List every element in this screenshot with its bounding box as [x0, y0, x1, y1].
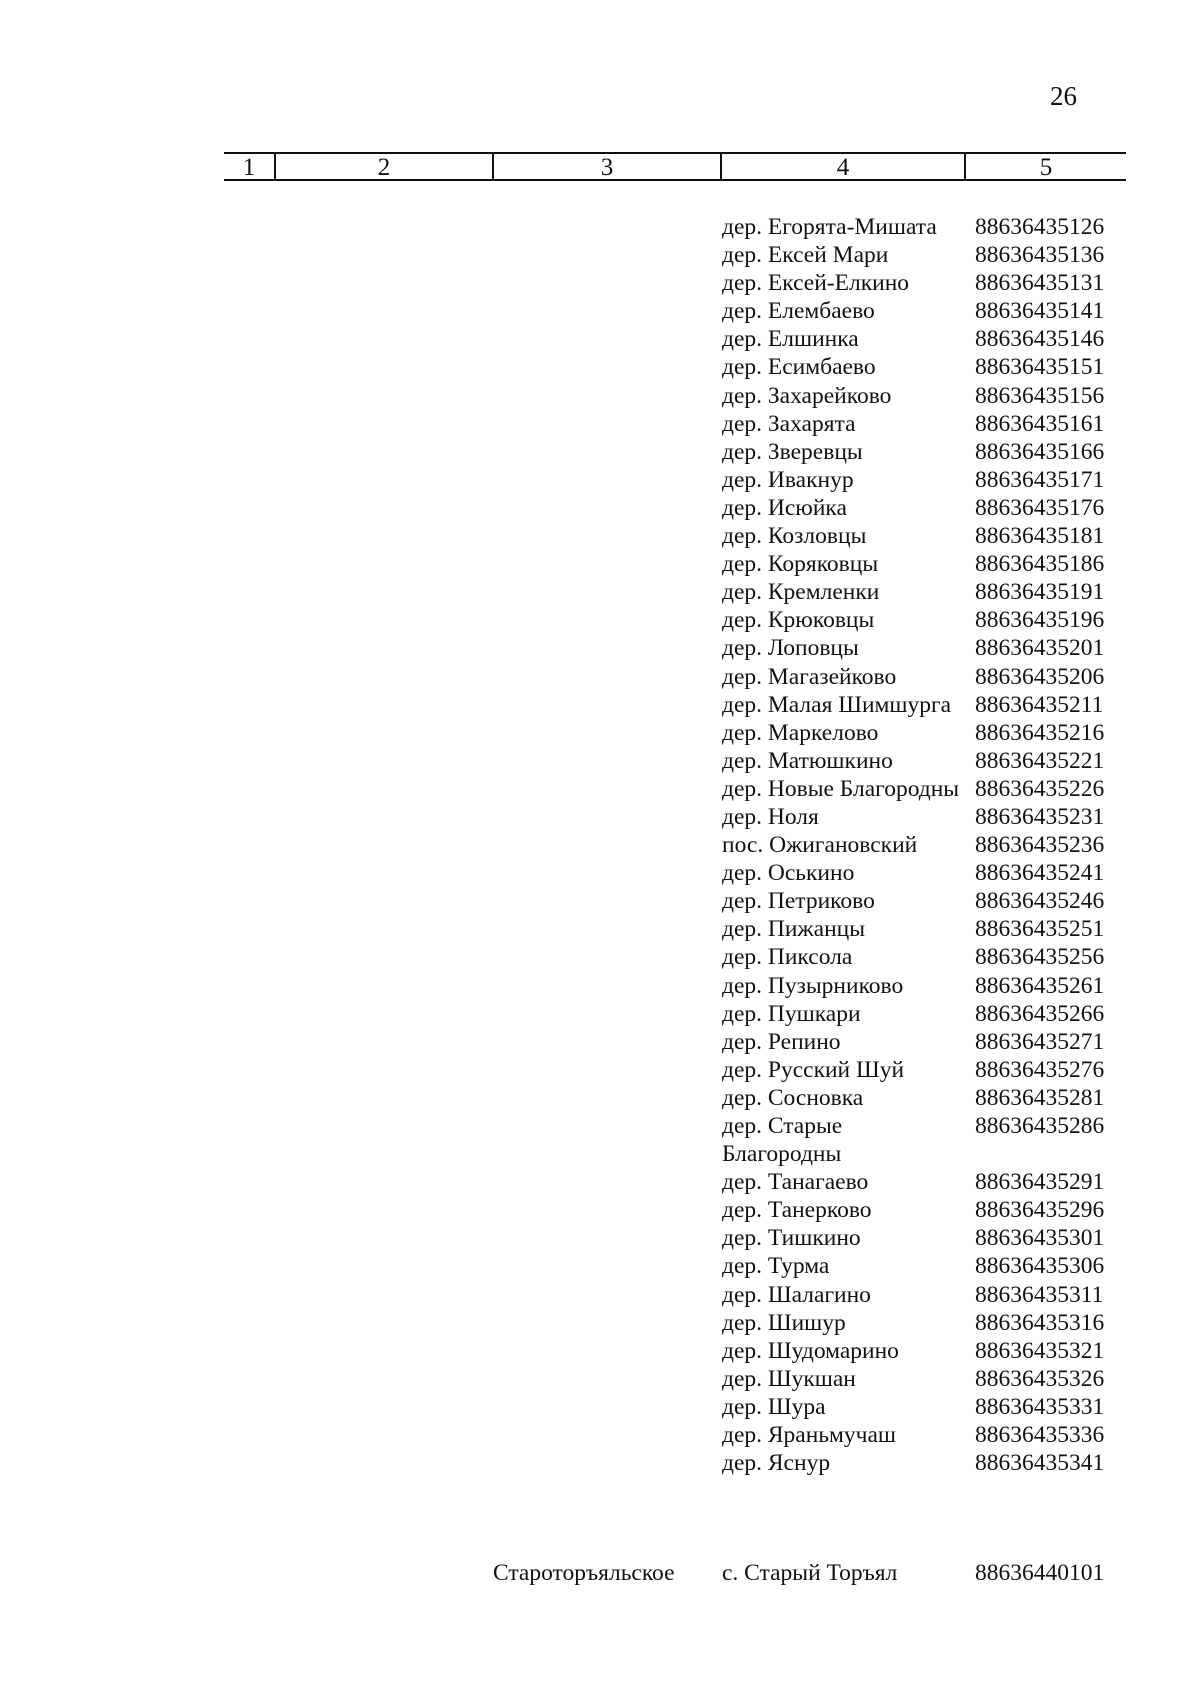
municipality-name: Староторъяльское	[493, 1560, 675, 1586]
phone-number: 88636435296	[975, 1197, 1105, 1224]
settlement-name: дер. Сосновка	[722, 1084, 864, 1111]
phone-number: 88636435156	[975, 382, 1105, 409]
settlement-list	[722, 213, 1142, 1477]
phone-number: 88636435301	[975, 1225, 1105, 1252]
table-header	[224, 152, 1126, 181]
settlement-name: дер. Ноля	[722, 803, 819, 830]
list-item	[722, 747, 1142, 775]
list-item	[722, 1084, 1142, 1112]
phone-number: 88636435241	[975, 860, 1105, 887]
phone-number: 88636435311	[975, 1281, 1104, 1308]
list-item	[722, 663, 1142, 691]
phone-number: 88636435291	[975, 1169, 1105, 1196]
phone-number: 88636435316	[975, 1309, 1105, 1336]
settlement-name: дер. Шура	[722, 1393, 826, 1420]
phone-number: 88636435186	[975, 551, 1105, 578]
list-item	[722, 1449, 1142, 1477]
list-item	[722, 887, 1142, 915]
phone-number: 88636435336	[975, 1422, 1105, 1449]
list-item	[722, 1309, 1142, 1337]
list-item	[722, 550, 1142, 578]
list-item	[722, 803, 1142, 831]
settlement-name: дер. Пушкари	[722, 1000, 861, 1027]
list-item	[722, 915, 1142, 943]
settlement-name: дер. Магазейково	[722, 663, 897, 690]
phone-number: 88636435181	[975, 523, 1105, 550]
settlement-name: дер. Оськино	[722, 860, 855, 887]
phone-number: 88636435151	[975, 354, 1105, 381]
settlement-name: дер. Елшинка	[722, 326, 859, 353]
phone-number: 88636435271	[975, 1028, 1105, 1055]
settlement-name: дер. Малая Шимшурга	[722, 691, 952, 718]
settlement-name: дер. Матюшкино	[722, 747, 893, 774]
list-item	[722, 691, 1142, 719]
list-item	[722, 1028, 1142, 1056]
phone-number: 88636440101	[975, 1560, 1105, 1586]
settlement-name: дер. Пузырниково	[722, 972, 904, 999]
list-item	[722, 1365, 1142, 1393]
list-item	[722, 1224, 1142, 1252]
phone-number: 88636435321	[975, 1337, 1105, 1364]
settlement-name: дер. Русский Шуй	[722, 1056, 905, 1083]
settlement-name: с. Старый Торъял	[722, 1560, 898, 1586]
header-col-1: 1	[242, 154, 256, 181]
phone-number: 88636435326	[975, 1365, 1105, 1392]
phone-number: 88636435216	[975, 719, 1105, 746]
settlement-name: дер. Шишур	[722, 1309, 846, 1336]
phone-number: 88636435146	[975, 326, 1105, 353]
phone-number: 88636435126	[975, 214, 1105, 240]
list-item	[722, 438, 1142, 466]
list-item	[722, 522, 1142, 550]
settlement-name: пос. Ожигановский	[722, 832, 918, 859]
phone-number: 88636435136	[975, 242, 1105, 269]
list-item	[722, 1196, 1142, 1224]
settlement-name: дер. Исюйка	[722, 494, 847, 521]
phone-number: 88636435276	[975, 1056, 1105, 1083]
header-col-3: 3	[600, 154, 614, 181]
list-item	[722, 1281, 1142, 1309]
list-item	[722, 831, 1142, 859]
list-item	[722, 466, 1142, 494]
list-item	[722, 241, 1142, 269]
phone-number: 88636435341	[975, 1450, 1105, 1477]
settlement-name: дер. Ексей Мари	[722, 242, 889, 269]
settlement-name: дер. Танагаево	[722, 1169, 869, 1196]
list-item	[722, 269, 1142, 297]
settlement-name: дер. Есимбаево	[722, 354, 876, 381]
phone-number: 88636435191	[975, 579, 1105, 606]
settlement-name: дер. Елембаево	[722, 298, 875, 325]
phone-number: 88636435236	[975, 832, 1105, 859]
settlement-name: дер. Пиксола	[722, 944, 853, 971]
list-item	[722, 1421, 1142, 1449]
settlement-name: дер. Захарята	[722, 410, 856, 437]
list-item	[722, 1393, 1142, 1421]
settlement-name: дер. Тишкино	[722, 1225, 861, 1252]
settlement-name: дер. Крюковцы	[722, 607, 875, 634]
list-item	[722, 1056, 1142, 1084]
phone-number: 88636435286	[975, 1113, 1105, 1139]
phone-number: 88636435261	[975, 972, 1105, 999]
settlement-name: дер. Егорята-Мишата	[722, 214, 937, 240]
list-item	[722, 1337, 1142, 1365]
list-item	[722, 972, 1142, 1000]
settlement-name: дер. Лоповцы	[722, 635, 859, 662]
list-item	[722, 859, 1142, 887]
phone-number: 88636435201	[975, 635, 1105, 662]
phone-number: 88636435211	[975, 691, 1104, 718]
phone-number: 88636435141	[975, 298, 1105, 325]
phone-number: 88636435206	[975, 663, 1105, 690]
settlement-name: дер. Репино	[722, 1028, 841, 1055]
list-item	[722, 1168, 1142, 1196]
settlement-name: дер. Ивакнур	[722, 466, 854, 493]
phone-number: 88636435246	[975, 888, 1105, 915]
settlement-name: дер. Ексей-Елкино	[722, 270, 910, 297]
settlement-name: дер. Шудомарино	[722, 1337, 899, 1364]
list-item	[722, 719, 1142, 747]
phone-number: 88636435281	[975, 1084, 1105, 1111]
list-item	[722, 606, 1142, 634]
settlement-name: дер. Танерково	[722, 1197, 872, 1224]
list-item	[722, 1252, 1142, 1280]
settlement-name: дер. Пижанцы	[722, 916, 866, 943]
list-item	[722, 410, 1142, 438]
list-item	[722, 494, 1142, 522]
list-item	[722, 325, 1142, 353]
settlement-name: дер. Шалагино	[722, 1281, 871, 1308]
phone-number: 88636435131	[975, 270, 1105, 297]
list-item	[722, 1000, 1142, 1028]
phone-number: 88636435266	[975, 1000, 1105, 1027]
settlement-name: дер. Яснур	[722, 1450, 831, 1477]
phone-number: 88636435331	[975, 1393, 1105, 1420]
list-item	[722, 213, 1142, 241]
settlement-name: дер. Кремленки	[722, 579, 880, 606]
list-item	[722, 775, 1142, 803]
phone-number: 88636435256	[975, 944, 1105, 971]
list-item	[722, 943, 1142, 971]
phone-number: 88636435171	[975, 466, 1105, 493]
settlement-name: дер. Турма	[722, 1253, 830, 1280]
header-col-5: 5	[1039, 154, 1053, 181]
phone-number: 88636435226	[975, 775, 1105, 802]
phone-number: 88636435166	[975, 438, 1105, 465]
list-item	[722, 578, 1142, 606]
settlement-name: дер. Яраньмучаш	[722, 1422, 897, 1449]
header-col-4: 4	[836, 154, 850, 181]
settlement-name: дер. Новые Благородны	[722, 775, 960, 802]
header-col-2: 2	[377, 154, 391, 181]
list-item	[722, 1112, 1142, 1168]
list-item	[722, 297, 1142, 325]
settlement-name: дер. Козловцы	[722, 523, 867, 550]
settlement-name: дер. Шукшан	[722, 1365, 856, 1392]
phone-number: 88636435221	[975, 747, 1105, 774]
settlement-name: дер. Петриково	[722, 888, 875, 915]
page-number: 26	[1050, 81, 1077, 111]
settlement-name: дер. Коряковцы	[722, 551, 879, 578]
list-item	[722, 353, 1142, 381]
settlement-name: дер. Захарейково	[722, 382, 892, 409]
phone-number: 88636435251	[975, 916, 1105, 943]
settlement-name: дер. Маркелово	[722, 719, 879, 746]
settlement-name: дер. Старые Благородны	[722, 1113, 843, 1168]
phone-number: 88636435196	[975, 607, 1105, 634]
phone-number: 88636435231	[975, 803, 1105, 830]
list-item	[722, 634, 1142, 662]
phone-number: 88636435176	[975, 494, 1105, 521]
settlement-name: дер. Зверевцы	[722, 438, 863, 465]
phone-number: 88636435161	[975, 410, 1105, 437]
phone-number: 88636435306	[975, 1253, 1105, 1280]
list-item	[722, 382, 1142, 410]
